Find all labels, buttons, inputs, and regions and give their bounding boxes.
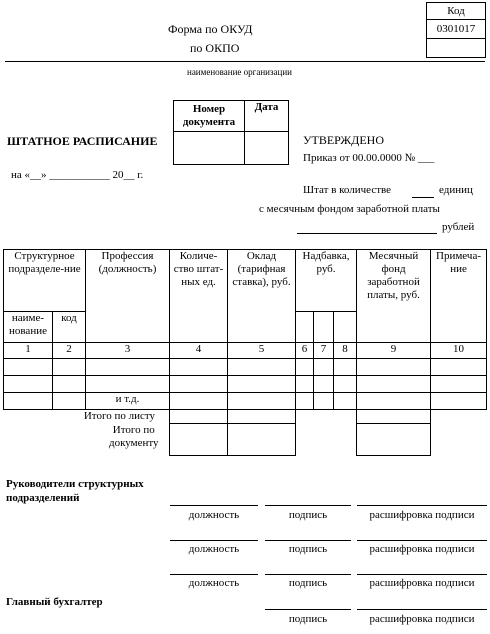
doc-number-cell[interactable]: [174, 132, 245, 165]
position-line[interactable]: [170, 540, 258, 541]
signature-caption: подпись: [288, 509, 328, 521]
total-sheet-count[interactable]: [170, 410, 228, 424]
decoding-caption: расшифровка подписи: [369, 543, 475, 555]
table-row[interactable]: [4, 393, 487, 410]
decoding-line[interactable]: [357, 574, 487, 575]
bonus-sub-2: [314, 312, 334, 343]
table-row[interactable]: [4, 359, 487, 376]
signature-line[interactable]: [265, 540, 351, 541]
col-num: 6: [296, 343, 314, 359]
table-row[interactable]: [4, 376, 487, 393]
header-fund: Месячный фонд заработной платы, руб.: [357, 250, 431, 343]
total-doc-row: [4, 424, 487, 456]
bonus-sub-1: [296, 312, 314, 343]
header-name: наиме-нование: [4, 312, 53, 343]
bonus-sub-3: [334, 312, 357, 343]
total-doc-fund[interactable]: [357, 424, 431, 456]
position-caption: должность: [188, 509, 240, 521]
decoding-caption: расшифровка подписи: [369, 613, 475, 625]
col-num: 1: [4, 343, 53, 359]
etc-cell: и т.д.: [86, 393, 170, 410]
header-count: Количе-ство штат-ных ед.: [170, 250, 228, 343]
order-line[interactable]: Приказ от 00.00.0000 № ___: [303, 152, 435, 164]
chief-signature-line[interactable]: [265, 609, 351, 610]
total-doc-salary[interactable]: [228, 424, 296, 456]
col-num: 4: [170, 343, 228, 359]
signature-line[interactable]: [265, 505, 351, 506]
col-num: 3: [86, 343, 170, 359]
signature-caption: подпись: [288, 613, 328, 625]
rub-label: рублей: [442, 221, 475, 233]
okud-label: Форма по ОКУД: [168, 22, 253, 36]
decoding-line[interactable]: [357, 540, 487, 541]
total-doc-label: Итого по документу: [108, 423, 159, 449]
col-num: 10: [431, 343, 487, 359]
decoding-caption: расшифровка подписи: [369, 509, 475, 521]
header-struct: Структурное подразделе-ние: [4, 250, 86, 312]
position-line[interactable]: [170, 505, 258, 506]
col-num: 7: [314, 343, 334, 359]
fund-prefix: с месячным фондом заработной платы: [259, 203, 440, 215]
total-sheet-label: Итого по листу: [4, 410, 170, 424]
code-header: Код: [427, 3, 486, 20]
chief-accountant-label: Главный бухгалтер: [6, 596, 103, 608]
doc-date-cell[interactable]: [245, 132, 289, 165]
total-sheet-salary[interactable]: [228, 410, 296, 424]
staff-count-input[interactable]: [412, 197, 434, 198]
col-num: 5: [228, 343, 296, 359]
signature-line[interactable]: [265, 574, 351, 575]
header-note: Примеча-ние: [431, 250, 487, 343]
approved-label: УТВЕРЖДЕНО: [303, 133, 385, 147]
header-bonus: Надбавка, руб.: [296, 250, 357, 312]
org-caption: наименование организации: [187, 67, 292, 77]
staff-count-suffix: единиц: [439, 184, 473, 196]
chief-decoding-line[interactable]: [357, 609, 487, 610]
doc-date-header: Дата: [245, 101, 289, 132]
column-numbers-row: [4, 343, 487, 359]
document-title: ШТАТНОЕ РАСПИСАНИЕ: [7, 134, 158, 148]
col-num: 9: [357, 343, 431, 359]
staff-count-prefix: Штат в количестве: [303, 184, 392, 196]
col-num: 2: [53, 343, 86, 359]
total-sheet-fund[interactable]: [357, 410, 431, 424]
staff-table: [3, 249, 487, 456]
period-line[interactable]: на «__» ___________ 20__ г.: [11, 169, 144, 181]
total-sheet-row: [4, 410, 487, 424]
signature-caption: подпись: [288, 577, 328, 589]
heads-label: Руководители структурных подразделений: [6, 478, 144, 504]
org-line[interactable]: [5, 61, 485, 62]
doc-number-header: Номер документа: [174, 101, 245, 132]
position-caption: должность: [188, 543, 240, 555]
position-caption: должность: [188, 577, 240, 589]
header-profession: Профессия (должность): [86, 250, 170, 343]
okpo-code[interactable]: [427, 39, 486, 58]
fund-amount-input[interactable]: [297, 233, 437, 234]
position-line[interactable]: [170, 574, 258, 575]
code-box: [426, 2, 486, 58]
decoding-caption: расшифровка подписи: [369, 577, 475, 589]
col-num: 8: [334, 343, 357, 359]
okpo-label: по ОКПО: [190, 41, 240, 55]
total-doc-count[interactable]: [170, 424, 228, 456]
header-code: код: [53, 312, 86, 343]
okud-code[interactable]: 0301017: [427, 20, 486, 39]
signature-caption: подпись: [288, 543, 328, 555]
docnum-table: [173, 100, 289, 165]
header-salary: Оклад (тарифная ставка), руб.: [228, 250, 296, 343]
decoding-line[interactable]: [357, 505, 487, 506]
